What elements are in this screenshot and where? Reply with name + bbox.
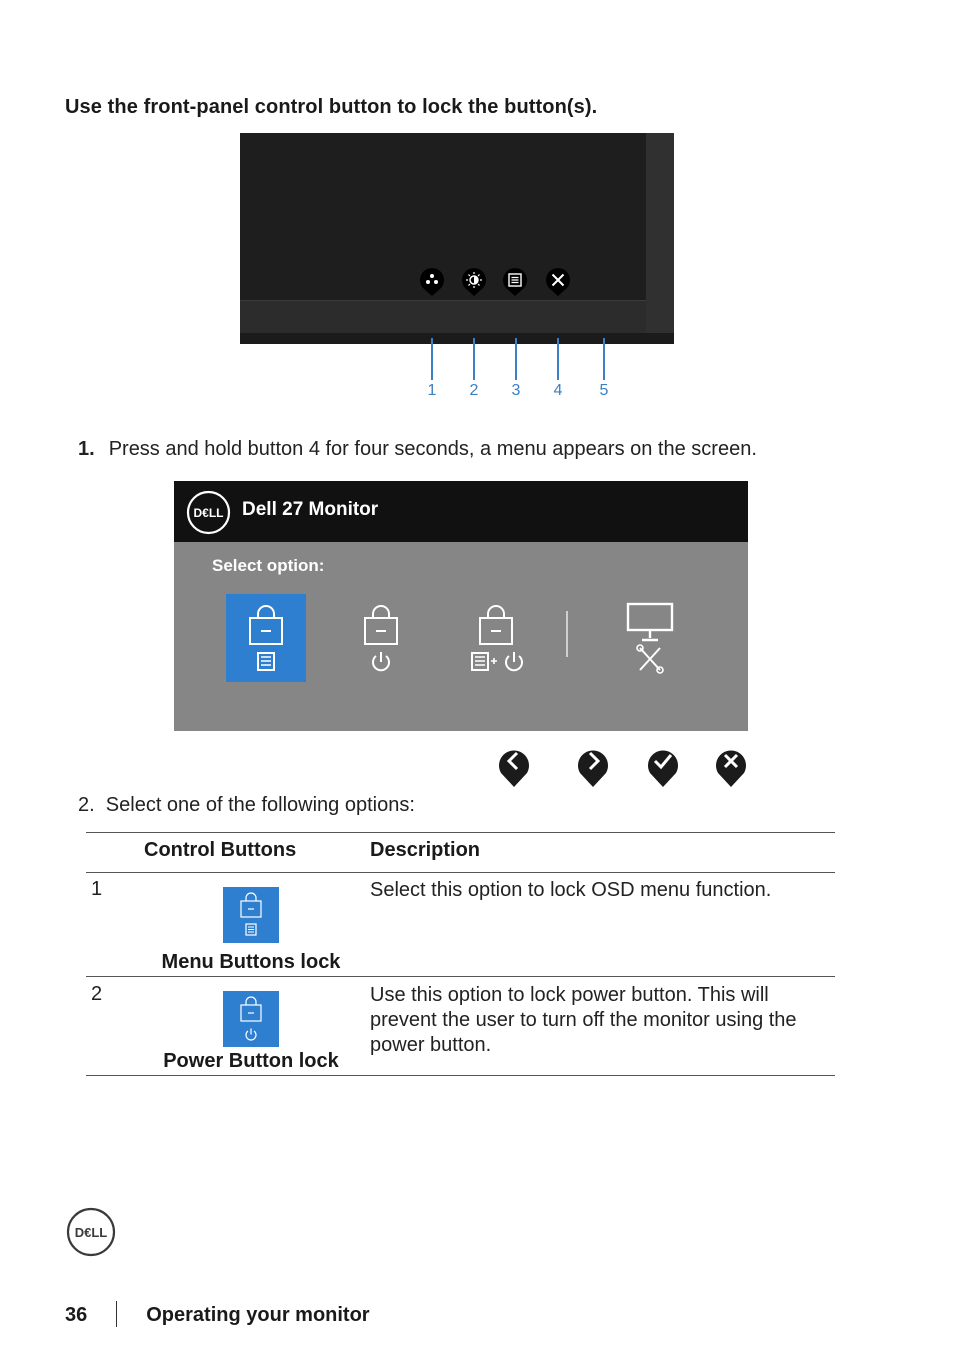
callout-line-2 (473, 338, 475, 380)
close-icon (544, 267, 572, 297)
osd-header (174, 481, 748, 542)
right-icon (576, 744, 610, 788)
dell-logo-icon (186, 490, 231, 535)
menu-buttons-lock-caption: Menu Buttons lock (161, 951, 341, 973)
power-button-lock-badge (223, 991, 279, 1047)
built-in-diagnostics-icon (610, 594, 690, 682)
table-row-2-number: 2 (91, 983, 103, 1005)
page-heading: Use the front-panel control button to lock the button(s). (65, 96, 598, 118)
built-in-diagnostics-option[interactable] (610, 594, 690, 682)
callout-line-1 (431, 338, 433, 380)
osd-select-label: Select option: (212, 556, 325, 575)
callout-number-2: 2 (469, 382, 479, 399)
dell-logo-icon (66, 1207, 116, 1257)
menu-and-power-lock-option[interactable] (456, 594, 536, 682)
osd-menu (174, 481, 748, 731)
step-1 (78, 438, 757, 461)
menu-buttons-lock-icon (223, 887, 279, 943)
callout-line-3 (515, 338, 517, 380)
page-number: 36 (65, 1304, 88, 1326)
page-footer (65, 1301, 370, 1327)
callout-number-4: 4 (553, 382, 563, 399)
callout-number-3: 3 (511, 382, 521, 399)
power-button-lock-icon (341, 594, 421, 682)
table-rule-top (86, 832, 835, 833)
step-1-text: Press and hold button 4 for four seconds, a menu appears on the screen. (108, 438, 757, 460)
menu-buttons-lock-badge (223, 887, 279, 943)
monitor-edge (646, 133, 674, 344)
footer-separator (116, 1301, 117, 1327)
menu-buttons-lock-option[interactable] (226, 594, 306, 682)
table-rule-header (86, 872, 835, 873)
table-header-control: Control Buttons (144, 839, 297, 861)
table-rule-bottom (86, 1075, 835, 1076)
shortcut-icon (418, 267, 446, 297)
monitor-illustration (240, 133, 674, 344)
menu-buttons-lock-description: Select this option to lock OSD menu function. (370, 879, 772, 901)
step-1-number: 1. (78, 438, 95, 460)
table-row-1-number: 1 (91, 878, 103, 900)
menu-and-power-lock-icon (456, 594, 536, 682)
osd-title: Dell 27 Monitor (242, 499, 379, 520)
power-button-lock-description: Use this option to lock power button. This will prevent the user to turn off the monitor using the power button. (370, 984, 797, 1056)
callout-number-5: 5 (599, 382, 609, 399)
svg-text:D€LL: D€LL (74, 1225, 108, 1240)
monitor-chin (240, 333, 674, 344)
menu-icon (501, 267, 529, 297)
callout-line-4 (557, 338, 559, 380)
table-header-description: Description (370, 839, 481, 861)
callout-line-5 (603, 338, 605, 380)
check-icon (646, 744, 680, 788)
power-button-lock-caption: Power Button lock (163, 1050, 339, 1072)
step-2: 2. Select one of the following options: (78, 794, 415, 816)
power-button-lock-icon (223, 991, 279, 1047)
osd-separator (566, 611, 568, 657)
left-icon (497, 744, 531, 788)
svg-text:D€LL: D€LL (193, 506, 224, 520)
table-rule-row-1 (86, 976, 835, 977)
menu-buttons-lock-icon (226, 594, 306, 682)
callout-number-1: 1 (427, 382, 437, 399)
brightness-icon (460, 267, 488, 297)
power-button-lock-option[interactable] (341, 594, 421, 682)
cross-icon (714, 744, 748, 788)
section-title: Operating your monitor (146, 1304, 370, 1326)
